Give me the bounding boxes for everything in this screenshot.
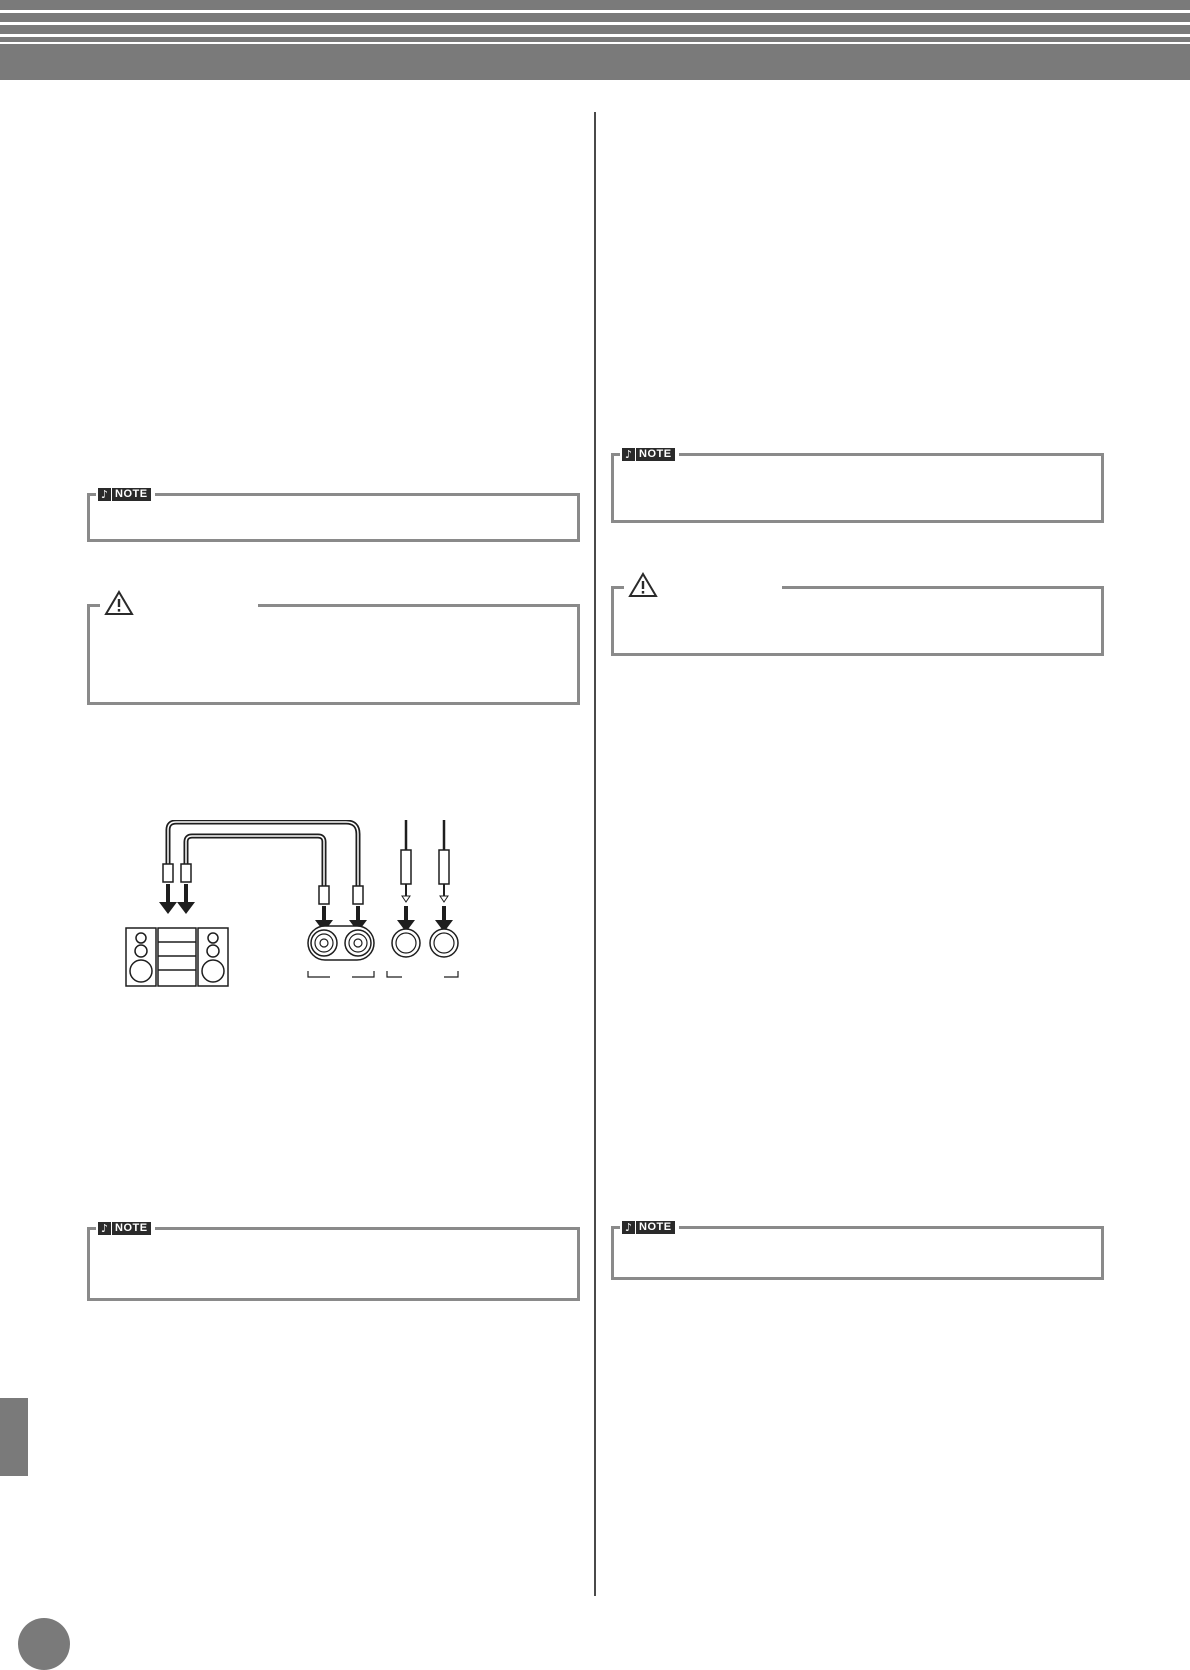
- header-stripe: [0, 22, 1190, 25]
- phone-plug-icon: [401, 820, 449, 902]
- note-box: [87, 1222, 580, 1301]
- connection-diagram: [118, 820, 498, 995]
- note-badge: [620, 1220, 679, 1235]
- caution-box: [611, 586, 1104, 656]
- page-header-band: [0, 0, 1190, 80]
- jack-icon: [308, 926, 458, 960]
- section-side-tab: [0, 1398, 28, 1476]
- music-note-icon: ♪: [98, 488, 111, 501]
- note-label: NOTE: [112, 1222, 151, 1235]
- caution-box: [87, 604, 580, 705]
- rca-cable-pair-highlight: [168, 822, 358, 886]
- header-stripe: [0, 34, 1190, 37]
- music-note-icon: ♪: [622, 1221, 635, 1234]
- note-badge: [96, 487, 155, 502]
- page-number-circle: [18, 1618, 70, 1670]
- warning-triangle-icon: [624, 572, 662, 603]
- note-box: [611, 448, 1104, 523]
- music-note-icon: ♪: [98, 1222, 111, 1235]
- note-label: NOTE: [112, 488, 151, 501]
- arrow-down-icon: [159, 884, 195, 914]
- warning-triangle-icon: [100, 590, 138, 621]
- rca-cable-pair: [168, 822, 358, 886]
- note-label: NOTE: [636, 448, 675, 461]
- note-label: NOTE: [636, 1221, 675, 1234]
- stereo-system-icon: [126, 928, 228, 986]
- arrow-down-icon: [397, 906, 453, 932]
- jack-group-bracket: [308, 971, 458, 977]
- header-stripe: [0, 10, 1190, 13]
- note-box: [87, 488, 580, 542]
- music-note-icon: ♪: [622, 448, 635, 461]
- column-divider: [594, 112, 596, 1596]
- note-badge: [96, 1221, 155, 1236]
- note-box: [611, 1221, 1104, 1280]
- note-badge: [620, 447, 679, 462]
- rca-plug-icon: [163, 864, 363, 904]
- header-stripe: [0, 42, 1190, 44]
